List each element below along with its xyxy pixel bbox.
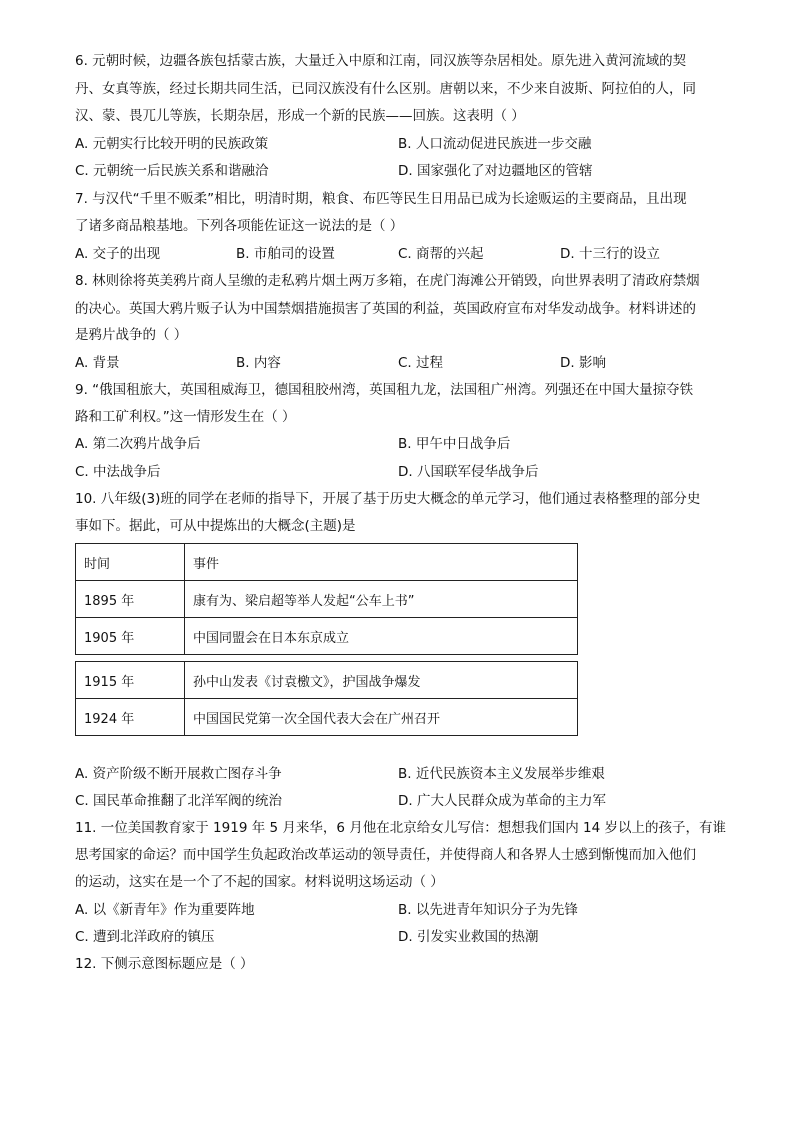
question-11-option-a: A. 以《新青年》作为重要阵地 xyxy=(75,902,255,918)
question-9-line-1: 9. “俄国租旅大，英国租威海卫，德国租胶州湾，英国租九龙，法国租广州湾。列强还在中国大量掠夺铁 xyxy=(75,382,694,398)
question-7-option-c: C. 商帮的兴起 xyxy=(398,246,484,262)
question-7-option-b: B. 市舶司的设置 xyxy=(236,246,335,262)
question-6-option-a: A. 元朝实行比较开明的民族政策 xyxy=(75,136,269,152)
table-cell-event: 中国国民党第一次全国代表大会在广州召开 xyxy=(185,699,578,736)
question-10-option-d: D. 广大人民群众成为革命的主力军 xyxy=(398,793,606,809)
question-6-line-1: 6. 元朝时候，边疆各族包括蒙古族，大量迁入中原和江南，同汉族等杂居相处。原先进入黄河流域的契 xyxy=(75,53,687,69)
question-8-line-1: 8. 林则徐将英美鸦片商人呈缴的走私鸦片烟土两万多箱，在虎门海滩公开销毁，向世界表明了清政府禁烟 xyxy=(75,273,700,289)
question-6-option-b: B. 人口流动促进民族进一步交融 xyxy=(398,136,592,152)
events-table-bottom xyxy=(75,661,578,736)
table-cell-event: 孙中山发表《讨袁檄文》，护国战争爆发 xyxy=(185,662,578,699)
table-cell-year: 1895 年 xyxy=(76,581,185,618)
question-11-line-3: 的运动，这实在是一个了不起的国家。材料说明这场运动（ ） xyxy=(75,874,444,890)
question-8-line-2: 的决心。英国大鸦片贩子认为中国禁烟措施损害了英国的利益，英国政府宣布对华发动战争。材料讲述的 xyxy=(75,301,696,317)
table-cell-year: 1905 年 xyxy=(76,618,185,655)
question-9-option-b: B. 甲午中日战争后 xyxy=(398,436,511,452)
question-10-option-c: C. 国民革命推翻了北洋军阀的统治 xyxy=(75,793,283,809)
table-header-event: 事件 xyxy=(185,544,578,581)
table-row xyxy=(76,699,578,736)
question-9-option-c: C. 中法战争后 xyxy=(75,464,161,480)
table-row xyxy=(76,581,578,618)
question-8-option-d: D. 影响 xyxy=(560,355,606,371)
question-6-line-2: 丹、女真等族，经过长期共同生活，已同汉族没有什么区别。唐朝以来，不少来自波斯、阿拉伯的人，同 xyxy=(75,81,696,97)
table-header-time: 时间 xyxy=(76,544,185,581)
question-10-option-a: A. 资产阶级不断开展救亡图存斗争 xyxy=(75,766,282,782)
question-7-option-d: D. 十三行的设立 xyxy=(560,246,660,262)
table-cell-event: 康有为、梁启超等举人发起“公车上书” xyxy=(185,581,578,618)
question-10-line-2: 事如下。据此，可从中提炼出的大概念(主题)是 xyxy=(75,518,356,534)
question-8-option-c: C. 过程 xyxy=(398,355,444,371)
question-7-line-1: 7. 与汉代“千里不贩柔”相比，明清时期，粮食、布匹等民生日用品已成为长途贩运的主要商品，且出现 xyxy=(75,191,687,207)
table-cell-event: 中国同盟会在日本东京成立 xyxy=(185,618,578,655)
question-9-option-d: D. 八国联军侵华战争后 xyxy=(398,464,539,480)
question-11-line-2: 思考国家的命运？而中国学生负起政治改革运动的领导责任，并使得商人和各界人士感到惭愧而加入他们 xyxy=(75,847,696,863)
question-6-line-3: 汉、蒙、畏兀儿等族，长期杂居，形成一个新的民族——回族。这表明（ ） xyxy=(75,108,525,124)
question-10-line-1: 10. 八年级(3)班的同学在老师的指导下，开展了基于历史大概念的单元学习，他们通过表格整理的部分史 xyxy=(75,491,701,507)
question-6-option-c: C. 元朝统一后民族关系和谐融洽 xyxy=(75,163,269,179)
question-7-option-a: A. 交子的出现 xyxy=(75,246,161,262)
table-row xyxy=(76,662,578,699)
question-8-option-b: B. 内容 xyxy=(236,355,281,371)
question-9-option-a: A. 第二次鸦片战争后 xyxy=(75,436,201,452)
question-11-option-b: B. 以先进青年知识分子为先锋 xyxy=(398,902,578,918)
question-7-line-2: 了诸多商品粮基地。下列各项能佐证这一说法的是（ ） xyxy=(75,218,404,234)
table-cell-year: 1924 年 xyxy=(76,699,185,736)
table-row xyxy=(76,618,578,655)
table-header-row xyxy=(76,544,578,581)
question-9-line-2: 路和工矿利权。”这一情形发生在（ ） xyxy=(75,409,296,425)
question-11-option-d: D. 引发实业救国的热潮 xyxy=(398,929,539,945)
question-8-line-3: 是鸦片战争的（ ） xyxy=(75,327,188,343)
question-11-line-1: 11. 一位美国教育家于 1919 年 5 月来华，6 月他在北京给女儿写信：想想我们国内 14 岁以上的孩子，有谁 xyxy=(75,820,727,836)
events-table-top xyxy=(75,543,578,655)
table-cell-year: 1915 年 xyxy=(76,662,185,699)
question-11-option-c: C. 遭到北洋政府的镇压 xyxy=(75,929,215,945)
question-12-line-1: 12. 下侧示意图标题应是（ ） xyxy=(75,956,254,972)
question-8-option-a: A. 背景 xyxy=(75,355,120,371)
question-6-option-d: D. 国家强化了对边疆地区的管辖 xyxy=(398,163,593,179)
question-10-option-b: B. 近代民族资本主义发展举步维艰 xyxy=(398,766,605,782)
